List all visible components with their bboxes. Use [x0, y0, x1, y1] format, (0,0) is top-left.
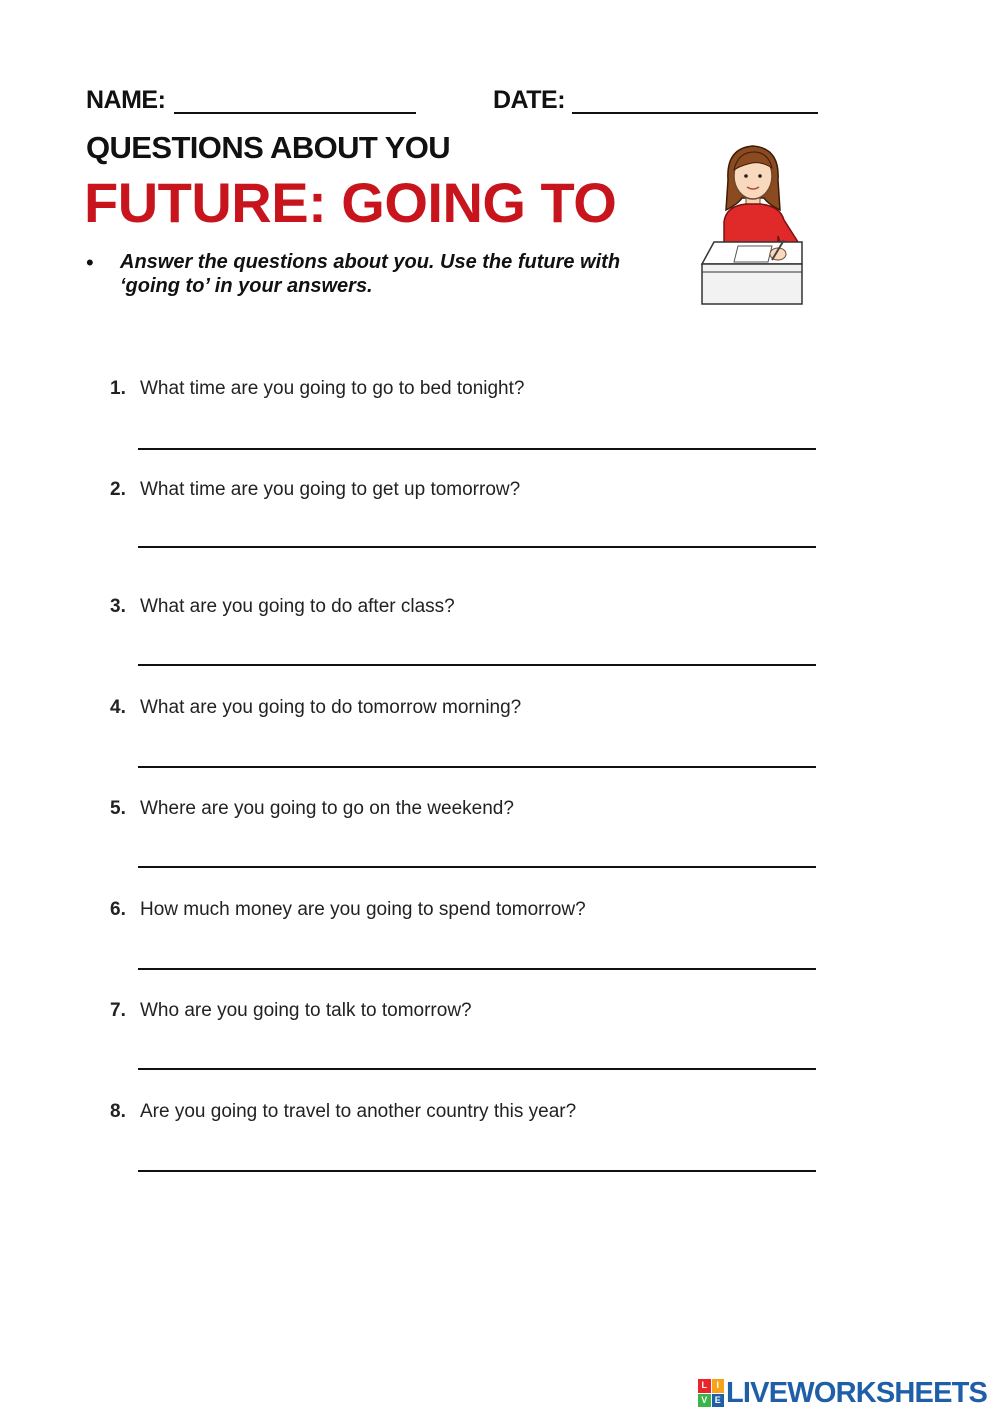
liveworksheets-logo[interactable] [698, 1376, 994, 1410]
answer-field[interactable] [138, 1170, 816, 1172]
mark-letter: I [712, 1379, 725, 1393]
date-label: DATE: [493, 86, 566, 114]
brand-name: LIVEWORKSHEETS [726, 1376, 988, 1409]
instruction-text: Answer the questions about you. Use the future with ‘going to’ in your answers. [120, 251, 621, 297]
question-number: 7. [110, 1000, 126, 1021]
question-number: 2. [110, 479, 126, 500]
worksheet-title: FUTURE: GOING TO [84, 171, 617, 234]
question-number: 3. [110, 596, 126, 617]
question-text: Are you going to travel to another country this year? [140, 1101, 577, 1122]
answer-field[interactable] [138, 546, 816, 548]
answer-field[interactable] [138, 1068, 816, 1070]
question-text: Where are you going to go on the weekend? [140, 798, 514, 819]
question-number: 8. [110, 1101, 126, 1122]
question-text: What time are you going to get up tomorrow? [140, 479, 521, 500]
mark-letter: E [712, 1394, 725, 1408]
question-text: How much money are you going to spend tomorrow? [140, 899, 586, 920]
answer-field[interactable] [138, 448, 816, 450]
question-text: Who are you going to talk to tomorrow? [140, 1000, 472, 1021]
name-label: NAME: [86, 86, 166, 114]
mark-letter: V [698, 1394, 711, 1408]
answer-field[interactable] [138, 968, 816, 970]
question-text: What are you going to do after class? [140, 596, 455, 617]
worksheet-subtitle: QUESTIONS ABOUT YOU [86, 130, 451, 165]
question-number: 4. [110, 697, 126, 718]
date-field[interactable] [572, 112, 818, 114]
question-number: 5. [110, 798, 126, 819]
liveworksheets-mark-icon [698, 1379, 724, 1407]
mark-letter: L [698, 1379, 711, 1393]
question-number: 1. [110, 378, 126, 399]
student-writing-illustration [698, 140, 808, 310]
answer-field[interactable] [138, 664, 816, 666]
question-text: What time are you going to go to bed tonight? [140, 378, 525, 399]
question-text: What are you going to do tomorrow morning? [140, 697, 522, 718]
question-number: 6. [110, 899, 126, 920]
instruction-bullet: • [86, 250, 94, 275]
name-field[interactable] [174, 112, 416, 114]
answer-field[interactable] [138, 766, 816, 768]
answer-field[interactable] [138, 866, 816, 868]
